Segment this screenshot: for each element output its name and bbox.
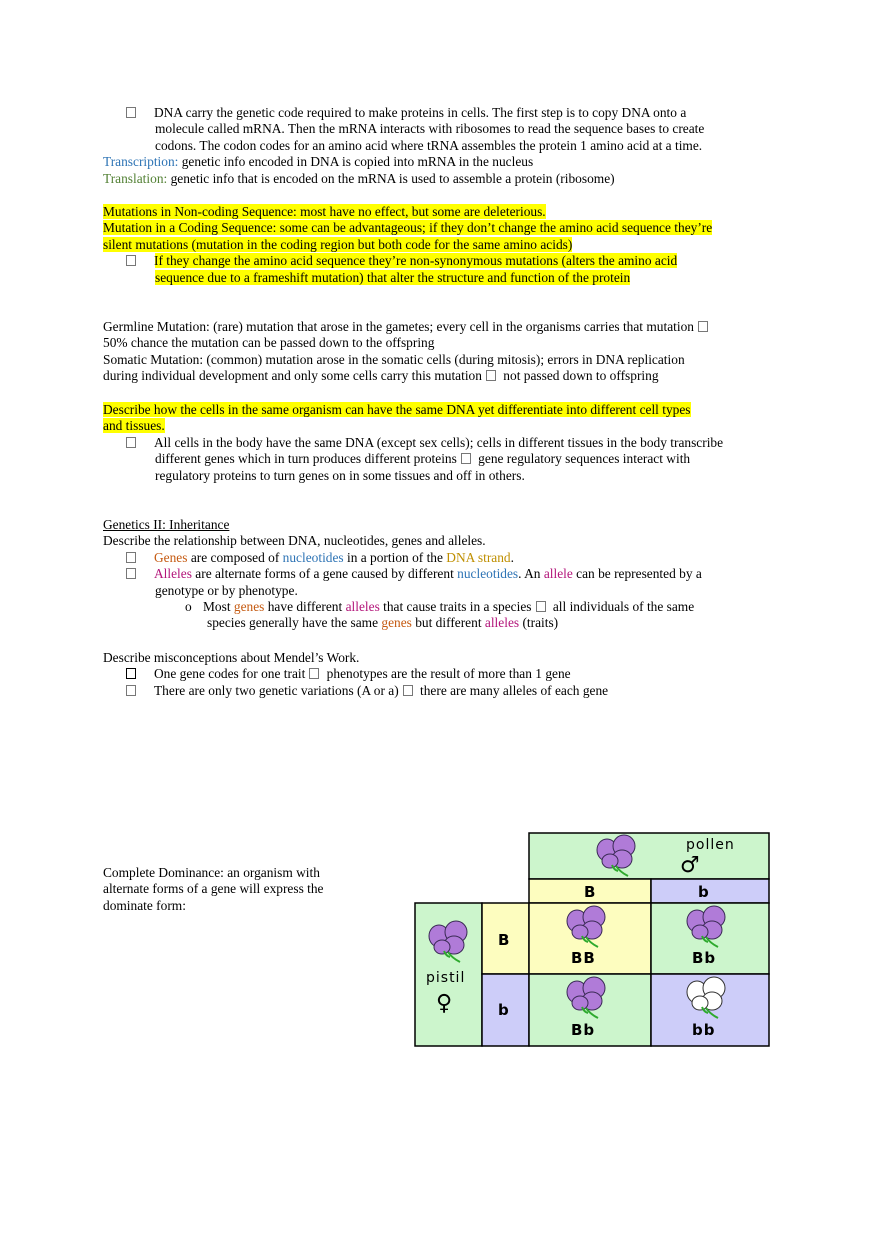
- coding-line-2: silent mutations (mutation in the coding region but both code for the same amino acids): [103, 236, 573, 252]
- genetics-heading: Genetics II: Inheritance: [103, 517, 230, 532]
- differentiate-question-2: and tissues.: [103, 418, 165, 434]
- bullet-icon: [126, 685, 136, 696]
- differentiate-answer-2: different genes which in turn produces different proteins gene regulatory sequences interact with: [155, 451, 691, 467]
- genotype-1: BB: [571, 949, 596, 967]
- nonsyn-line-2: sequence due to a frameshift mutation) that alter the structure and function of the protein: [155, 269, 631, 285]
- sub-bullet-line-1: o Most genes have different alleles that cause traits in a species all individuals of the same: [185, 599, 695, 615]
- somatic-line-1: Somatic Mutation: (common) mutation arose in the somatic cells (during mitosis); errors in DNA replication: [103, 351, 685, 367]
- genes-bullet: Genes are composed of nucleotides in a portion of the DNA strand.: [103, 550, 783, 566]
- mendel-section: [103, 650, 783, 699]
- genetics-section: [103, 517, 783, 632]
- genetics-question: Describe the relationship between DNA, nucleotides, genes and alleles.: [103, 533, 486, 549]
- intro-line-2: molecule called mRNA. Then the mRNA interacts with ribosomes to read the sequence bases to create: [155, 121, 705, 137]
- translation-line: Translation: genetic info that is encoded on the mRNA is used to assemble a protein (ribosome): [103, 170, 615, 186]
- arrow-icon: [698, 321, 708, 332]
- genotype-2: Bb: [692, 949, 717, 967]
- pistil-label: pistil: [426, 970, 466, 986]
- intro-line-3: codons. The codon codes for an amino acid where tRNA assembles the protein 1 amino acid at a time.: [155, 137, 703, 153]
- bullet-icon: [126, 255, 136, 266]
- transcription-line: Transcription: genetic info encoded in DNA is copied into mRNA in the nucleus: [103, 154, 534, 170]
- germline-section: [103, 319, 783, 385]
- pollen-label: pollen: [686, 837, 735, 853]
- female-symbol: ♀: [436, 991, 453, 1016]
- dominance-line-1: Complete Dominance: an organism with: [103, 865, 320, 880]
- differentiate-answer-1: All cells in the body have the same DNA (except sex cells); cells in different tissues in the body transcribe: [103, 435, 783, 451]
- arrow-icon: [309, 668, 319, 679]
- row-allele-2: b: [498, 1001, 509, 1019]
- coding-line-1: Mutation in a Coding Sequence: some can be advantageous; if they don’t change the amino acid sequence they’re: [103, 220, 713, 236]
- dominance-line-3: dominate form:: [103, 897, 186, 913]
- arrow-icon: [403, 685, 413, 696]
- mendel-question: Describe misconceptions about Mendel’s Work.: [103, 650, 360, 665]
- punnett-square: [414, 832, 772, 1048]
- col-allele-1: B: [584, 883, 596, 901]
- somatic-line-2: during individual development and only some cells carry this mutation not passed down to offspring: [103, 368, 659, 384]
- mendel-misconception-1: One gene codes for one trait phenotypes are the result of more than 1 gene: [103, 666, 783, 682]
- alleles-bullet: Alleles are alternate forms of a gene caused by different nucleotides. An allele can be represented by a: [103, 566, 783, 582]
- mendel-misconception-2: There are only two genetic variations (A or a) there are many alleles of each gene: [103, 683, 783, 699]
- male-symbol: ♂: [680, 853, 700, 878]
- intro-section: [103, 105, 783, 187]
- bullet-icon: [126, 552, 136, 563]
- germline-line-2: 50% chance the mutation can be passed down to the offspring: [103, 335, 435, 351]
- col-allele-2: b: [698, 883, 709, 901]
- row-allele-1: B: [498, 931, 510, 949]
- bullet-icon: [126, 568, 136, 579]
- arrow-icon: [486, 370, 496, 381]
- intro-line-1: DNA carry the genetic code required to make proteins in cells. The first step is to copy DNA onto a: [103, 105, 783, 121]
- nonsyn-line-1: If they change the amino acid sequence they’re non-synonymous mutations (alters the amino acid: [103, 253, 783, 269]
- col-allele-cell-2: [651, 879, 769, 903]
- differentiate-section: [103, 402, 783, 484]
- differentiate-answer-3: regulatory proteins to turn genes on in some tissues and off in others.: [155, 467, 525, 483]
- genotype-3: Bb: [571, 1021, 596, 1039]
- bullet-icon: [126, 107, 136, 118]
- sub-bullet-line-2: species generally have the same genes but different alleles (traits): [207, 615, 559, 631]
- dominance-line-2: alternate forms of a gene will express the: [103, 881, 324, 897]
- differentiate-question-1: Describe how the cells in the same organism can have the same DNA yet differentiate into different cell types: [103, 402, 691, 417]
- mutations-section: [103, 204, 783, 286]
- alleles-bullet-line-2: genotype or by phenotype.: [155, 582, 298, 598]
- bullet-icon: [126, 437, 136, 448]
- arrow-icon: [461, 453, 471, 464]
- genotype-4: bb: [692, 1021, 716, 1039]
- arrow-icon: [536, 601, 546, 612]
- checkbox-bullet-icon: [126, 668, 136, 679]
- germline-line-1: Germline Mutation: (rare) mutation that arose in the gametes; every cell in the organisms carries that mutation: [103, 319, 783, 335]
- noncoding-line: Mutations in Non-coding Sequence: most have no effect, but some are deleterious.: [103, 204, 546, 219]
- dominance-section: [103, 865, 363, 914]
